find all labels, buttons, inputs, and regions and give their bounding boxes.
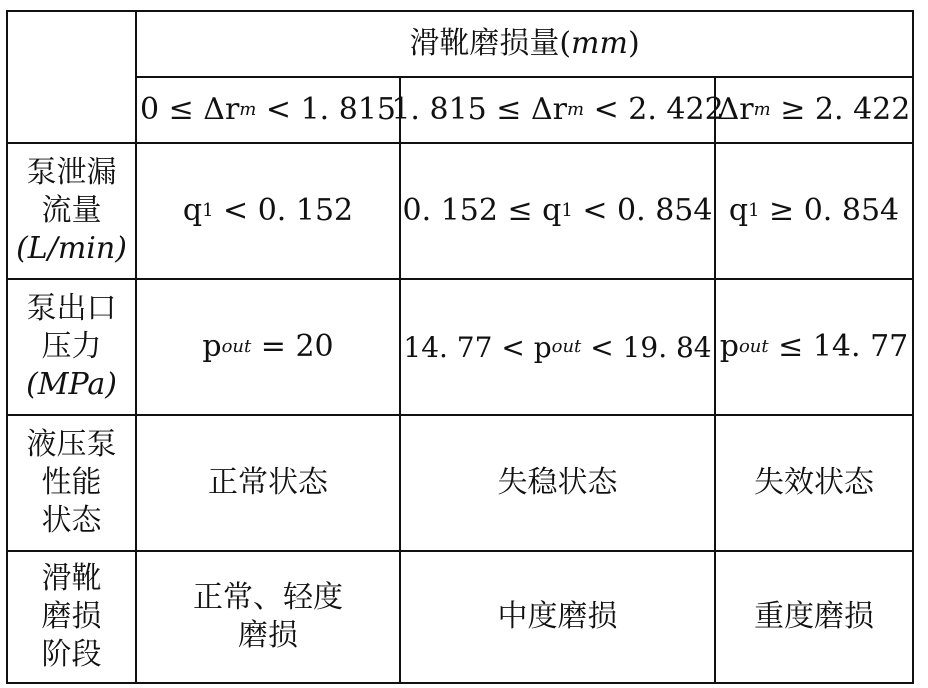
cell-stage-normal xyxy=(137,552,399,682)
cell-subscript: out xyxy=(221,335,252,357)
cell-leakage-unstable xyxy=(401,144,714,278)
cell-stage-severe: 重度磨损 xyxy=(754,599,874,635)
header-title-text: 滑靴磨损量( xyxy=(409,26,572,62)
range-subscript: m xyxy=(753,98,771,120)
row-label-line: 滑靴 xyxy=(41,561,102,596)
row-label-line: 磨损 xyxy=(41,599,102,634)
cell-text: 14. 77 < p xyxy=(403,330,552,364)
cell-leakage-normal xyxy=(137,144,399,278)
cell-subscript: 1 xyxy=(202,199,214,221)
cell-pressure-unstable xyxy=(401,280,714,414)
cell-subscript: 1 xyxy=(748,199,760,221)
row-label-line: 状态 xyxy=(41,503,102,538)
row-label-pump-state xyxy=(8,416,135,550)
cell-subscript: out xyxy=(551,335,582,357)
row-label-line: 性能 xyxy=(41,465,102,500)
cell-text: < 19. 84 xyxy=(581,330,712,364)
cell-text: 磨损 xyxy=(238,618,298,653)
cell-text: < 0. 152 xyxy=(213,193,354,229)
cell-text: = 20 xyxy=(251,329,334,365)
cell-text: q xyxy=(728,193,749,229)
row-label-wear-stage xyxy=(8,552,135,682)
wear-state-table xyxy=(6,10,914,684)
range-text: ≥ 2. 422 xyxy=(770,92,911,128)
row-label-pressure xyxy=(8,280,135,414)
row-label-line: 阶段 xyxy=(41,637,102,672)
row-label-line: 液压泵 xyxy=(26,427,117,462)
header-wear-amount xyxy=(137,12,912,76)
row-label-line: 压力 xyxy=(41,329,102,364)
cell-text: ≥ 0. 854 xyxy=(759,193,900,229)
header-unit-text: mm xyxy=(571,26,628,62)
range-header-unstable xyxy=(391,78,724,142)
row-label-unit: (L/min) xyxy=(16,231,127,266)
cell-state-failure: 失效状态 xyxy=(754,465,874,501)
row-label-line: 泵出口 xyxy=(26,291,117,326)
cell-state-unstable: 失稳状态 xyxy=(497,465,618,501)
cell-text: p xyxy=(719,329,739,365)
range-header-normal xyxy=(137,78,399,142)
cell-leakage-failure xyxy=(716,144,912,278)
range-subscript: m xyxy=(566,98,585,120)
cell-pressure-normal xyxy=(137,280,399,414)
row-label-unit: (MPa) xyxy=(26,367,117,402)
range-header-failure xyxy=(716,78,912,142)
cell-text: ≤ 14. 77 xyxy=(768,329,909,365)
range-text: < 1. 815 xyxy=(256,92,397,128)
cell-stage-moderate: 中度磨损 xyxy=(497,599,618,635)
range-subscript: m xyxy=(239,98,257,120)
cell-text: 0. 152 ≤ q xyxy=(402,193,562,229)
cell-pressure-failure xyxy=(716,280,912,414)
row-label-line: 泵泄漏 xyxy=(26,155,117,190)
header-close-paren: ) xyxy=(627,26,640,62)
row-label-line: 流量 xyxy=(41,193,102,228)
cell-state-normal: 正常状态 xyxy=(208,465,328,501)
range-text: Δr xyxy=(717,92,754,128)
cell-text: 正常、轻度 xyxy=(193,580,343,615)
range-text: 1. 815 ≤ Δr xyxy=(391,92,567,128)
range-text: 0 ≤ Δr xyxy=(139,92,240,128)
cell-text: q xyxy=(182,193,203,229)
cell-text: < 0. 854 xyxy=(572,193,713,229)
cell-text: p xyxy=(202,329,222,365)
cell-subscript: out xyxy=(738,335,769,357)
range-text: < 2. 422 xyxy=(584,92,724,128)
cell-subscript: 1 xyxy=(561,199,573,221)
row-label-leakage xyxy=(8,144,135,278)
